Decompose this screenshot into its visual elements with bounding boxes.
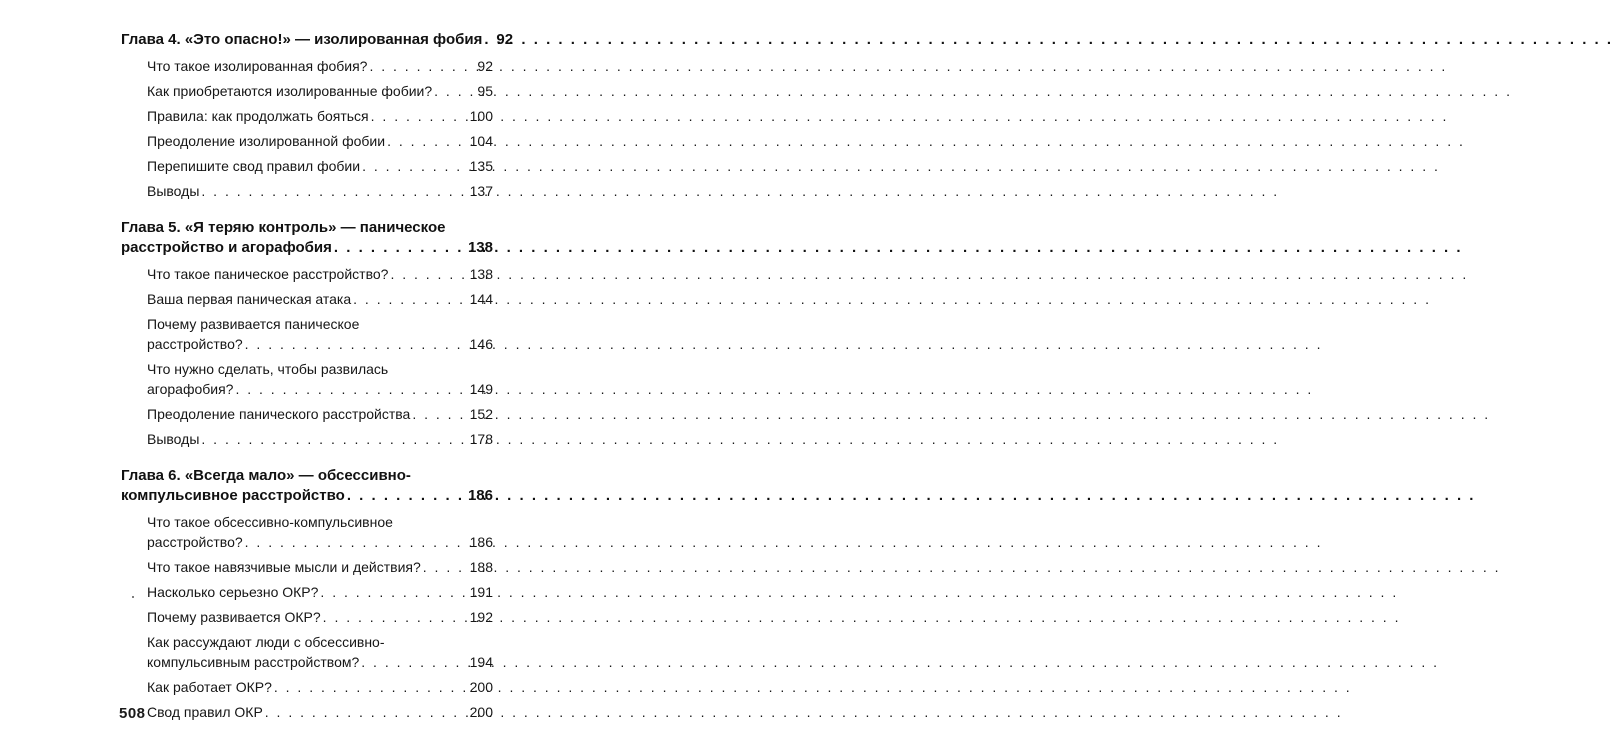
toc-entry xyxy=(147,702,493,722)
entry-title-row xyxy=(147,106,493,126)
entry-title-line: Правила: как продолжать бояться xyxy=(147,108,369,124)
dot-leader xyxy=(362,156,468,176)
dot-leader xyxy=(371,106,468,126)
dot-leader xyxy=(423,557,468,577)
dot-leader xyxy=(265,702,468,722)
dot-leader xyxy=(201,181,467,201)
entry-page-number: 100 xyxy=(469,108,493,124)
toc-entry xyxy=(147,131,493,151)
entry-title-row xyxy=(147,379,493,399)
toc-entry xyxy=(147,264,493,284)
entry-title-line: Ваша первая паническая атака xyxy=(147,291,352,307)
entry-page-number: 92 xyxy=(477,58,493,74)
entry-list xyxy=(121,512,493,722)
entry-page-number: 186 xyxy=(469,534,493,550)
entry-page-number: 192 xyxy=(469,609,493,625)
chapter-page-number: 92 xyxy=(496,31,514,48)
entry-title-row xyxy=(147,334,493,354)
dot-leader xyxy=(390,264,467,284)
entry-title-line: Как работает ОКР? xyxy=(147,679,272,695)
toc-entry xyxy=(147,289,493,309)
entry-page-number: 95 xyxy=(477,83,493,99)
chapter-title-line: расстройство и агорафобия xyxy=(121,239,332,256)
entry-title-line: Преодоление панического расстройства xyxy=(147,406,411,422)
dot-leader xyxy=(387,131,468,151)
toc-entry xyxy=(147,81,493,101)
entry-list xyxy=(121,264,493,449)
entry-page-number: 191 xyxy=(469,584,493,600)
chapter-section xyxy=(121,30,514,201)
toc-entry xyxy=(147,607,493,627)
dot-leader xyxy=(353,289,467,309)
entry-page-number: 144 xyxy=(469,291,493,307)
entry-title-line: компульсивным расстройством? xyxy=(147,654,360,670)
chapter-heading xyxy=(121,218,493,258)
entry-page-number: 104 xyxy=(469,133,493,149)
entry-title-row xyxy=(147,264,493,284)
entry-title-line: расстройство? xyxy=(147,534,243,550)
dot-leader xyxy=(361,652,467,672)
entry-list xyxy=(121,56,493,201)
toc-entry xyxy=(147,512,493,552)
entry-title-row xyxy=(147,652,493,672)
page-number: 508 xyxy=(119,705,146,722)
chapter-title-row xyxy=(121,30,514,50)
entry-title-line: Почему развивается ОКР? xyxy=(147,609,321,625)
entry-page-number: 178 xyxy=(469,431,493,447)
entry-page-number: 194 xyxy=(469,654,493,670)
toc-entry xyxy=(147,582,493,602)
entry-title-row xyxy=(147,56,493,76)
chapter-page-number: 186 xyxy=(467,487,493,504)
toc-entry xyxy=(147,359,493,399)
entry-title-line: Преодоление изолированной фобии xyxy=(147,133,386,149)
entry-page-number: 200 xyxy=(469,704,493,720)
dot-leader xyxy=(347,486,466,506)
table-of-contents xyxy=(121,30,514,739)
toc-entry xyxy=(147,106,493,126)
entry-title-row xyxy=(147,557,493,577)
chapter-title-line: компульсивное расстройство xyxy=(121,487,345,504)
chapter-page-number: 138 xyxy=(467,239,493,256)
entry-title-row xyxy=(147,131,493,151)
entry-title-line: Что такое навязчивые мысли и действия? xyxy=(147,559,421,575)
entry-page-number: 135 xyxy=(469,158,493,174)
entry-title-row xyxy=(147,81,493,101)
chapter-heading xyxy=(121,466,493,506)
entry-title-row xyxy=(147,156,493,176)
chapter-section xyxy=(121,218,493,449)
entry-title-line: Свод правил ОКР xyxy=(147,704,263,720)
chapter-title-line: Глава 4. «Это опасно!» — изолированная фобия xyxy=(121,31,483,48)
entry-title-line: Перепишите свод правил фобии xyxy=(147,158,361,174)
entry-title-row xyxy=(147,677,493,697)
dot-leader xyxy=(320,582,467,602)
toc-entry xyxy=(147,56,493,76)
toc-entry xyxy=(147,181,493,201)
chapter-heading xyxy=(121,30,514,50)
entry-page-number: 149 xyxy=(469,381,493,397)
toc-entry xyxy=(147,314,493,354)
book-page xyxy=(0,0,600,750)
entry-title-line: Выводы xyxy=(147,183,200,199)
entry-title-line: Что такое обсессивно-компульсивное xyxy=(147,514,393,530)
entry-page-number: 138 xyxy=(469,266,493,282)
entry-page-number: 188 xyxy=(469,559,493,575)
entry-title-line: Как рассуждают люди с обсессивно- xyxy=(147,634,385,650)
entry-title-row xyxy=(147,404,493,424)
entry-title-row xyxy=(147,181,493,201)
dot-leader xyxy=(434,81,475,101)
entry-page-number: 137 xyxy=(469,183,493,199)
dot-leader xyxy=(245,532,468,552)
toc-entry xyxy=(147,404,493,424)
entry-title-line: Почему развивается паническое xyxy=(147,316,360,332)
entry-title-line: Насколько серьезно ОКР? xyxy=(147,584,319,600)
entry-title-row xyxy=(147,532,493,552)
dot-leader xyxy=(323,607,468,627)
entry-page-number: 152 xyxy=(469,406,493,422)
dot-leader xyxy=(201,429,467,449)
entry-title-row xyxy=(147,289,493,309)
entry-title-row xyxy=(147,429,493,449)
entry-title-row xyxy=(147,607,493,627)
entry-title-line: Как приобретаются изолированные фобии? xyxy=(147,83,433,99)
dot-leader xyxy=(334,238,466,258)
chapter-title-line: Глава 6. «Всегда мало» — обсессивно- xyxy=(121,467,411,484)
entry-title-line: Выводы xyxy=(147,431,200,447)
dot-leader xyxy=(274,677,468,697)
entry-title-row xyxy=(147,702,493,722)
print-speck xyxy=(132,596,134,598)
entry-page-number: 200 xyxy=(469,679,493,695)
chapter-title-line: Глава 5. «Я теряю контроль» — паническое xyxy=(121,219,446,236)
dot-leader xyxy=(235,379,467,399)
toc-entry xyxy=(147,429,493,449)
chapter-section xyxy=(121,466,493,722)
chapter-title-row xyxy=(121,238,493,258)
dot-leader xyxy=(412,404,467,424)
toc-entry xyxy=(147,156,493,176)
entry-title-line: Что нужно сделать, чтобы развилась xyxy=(147,361,389,377)
dot-leader xyxy=(484,30,494,50)
entry-title-line: Что такое изолированная фобия? xyxy=(147,58,368,74)
dot-leader xyxy=(245,334,468,354)
entry-title-line: агорафобия? xyxy=(147,381,234,397)
entry-title-line: Что такое паническое расстройство? xyxy=(147,266,389,282)
chapter-title-row xyxy=(121,486,493,506)
entry-title-row xyxy=(147,582,493,602)
entry-title-line: расстройство? xyxy=(147,336,243,352)
entry-page-number: 146 xyxy=(469,336,493,352)
toc-entry xyxy=(147,677,493,697)
dot-leader xyxy=(369,56,475,76)
toc-entry xyxy=(147,632,493,672)
toc-entry xyxy=(147,557,493,577)
